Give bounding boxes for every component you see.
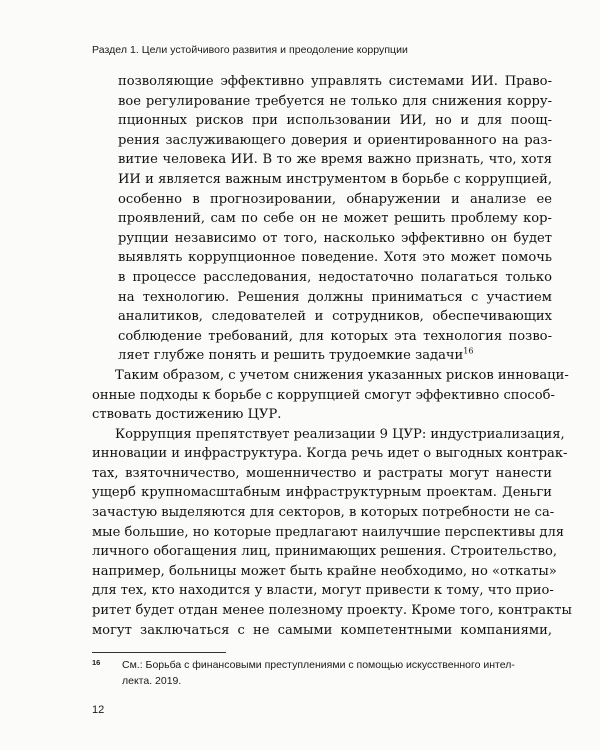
quote-line-text: ляет глубже понять и решить трудоемкие задачи [118,348,464,364]
footnote-text-line: См.: Борьба с финансовыми преступлениями с помощью искусственного интел- [122,659,515,671]
paragraph [92,366,569,425]
paragraph-line: инновации и инфраструктура. Когда речь идет о выгодных контрак- [92,446,568,462]
paragraph-line: онные подходы к борьбе с коррупцией смогут эффективно способ- [92,387,555,403]
footnote-mark: 16 [92,658,101,667]
paragraph-line: мые большие, но которые предлагают наилучшие перспективы для [92,524,565,540]
footnote-text-line: лекта. 2019. [122,675,182,687]
paragraph-line: для тех, кто находится у власти, могут привести к тому, что прио- [92,583,554,599]
footnote-reference[interactable]: 16 [463,346,474,356]
quote-line: пционных рисков при использовании ИИ, но и для поощ- [118,113,552,129]
quote-line: выявлять коррупционное поведение. Хотя это может помочь [118,250,552,266]
quote-line: витие человека ИИ. В то же время важно признать, что, хотя [118,152,552,168]
quote-line: позволяющие эффективно управлять системами ИИ. Право- [118,74,552,89]
body-text [92,72,572,640]
block-quote [92,72,552,366]
quote-line: рения заслуживающего доверия и ориентированного на раз- [118,132,552,148]
paragraph-line: ствовать достижению ЦУР. [92,407,282,423]
page-number: 12 [92,704,105,716]
paragraph-line: ущерб крупномасштабным инфраструктурным проектам. Деньги [92,485,552,501]
paragraph-line: могут заключаться с не самыми компетентными компаниями, [92,622,552,638]
quote-line: ИИ и является важным инструментом в борьбе с коррупцией, [118,171,552,187]
quote-line: соблюдение требований, для которых эта технология позво- [118,328,552,344]
paragraph-line: тах, взяточничество, мошенничество и растраты могут нанести [92,465,552,481]
quote-line: в процессе расследования, недостаточно полагаться только [118,269,552,285]
paragraph-line: Таким образом, с учетом снижения указанных рисков инноваци- [115,367,569,383]
running-head: Раздел 1. Цели устойчивого развития и преодоление коррупции [92,44,408,56]
quote-line: на технологию. Решения должны приниматься с участием [118,289,552,305]
paragraph-line: например, больницы может быть крайне необходимо, но «откаты» [92,563,557,579]
footnote [92,657,552,689]
paragraph-line: Коррупция препятствует реализации 9 ЦУР: индустриализация, [115,426,565,442]
quote-line: вое регулирование требуется не только для снижения корру- [118,93,552,109]
paragraph-line: личного обогащения лиц, принимающих решения. Строительство, [92,544,558,560]
quote-line-last [118,346,552,366]
footnote-divider [92,652,226,653]
quote-line: проявлений, сам по себе он не может решить проблему кор- [118,211,552,227]
paragraph-line: ритет будет отдан менее полезному проекту. Кроме того, контракты [92,603,572,619]
paragraph-line: зачастую выделяются для секторов, в которых потребности не са- [92,505,555,521]
quote-line: особенно в прогнозировании, обнаружении и анализе ее [118,191,552,207]
paragraph [92,425,572,641]
quote-line: рупции независимо от того, насколько эффективно он будет [118,230,552,246]
quote-line: аналитиков, следователей и сотрудников, обеспечивающих [118,309,552,325]
